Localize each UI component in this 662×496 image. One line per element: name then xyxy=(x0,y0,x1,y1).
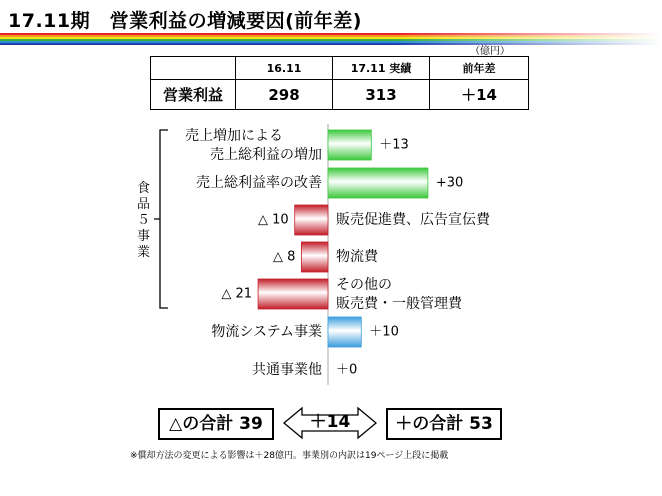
group-bracket xyxy=(154,130,168,308)
group-label-char: 品 xyxy=(137,197,151,212)
bar xyxy=(328,130,371,160)
summary-header-current: 17.11 実績 xyxy=(333,57,430,80)
group-label xyxy=(137,181,150,260)
bar xyxy=(301,242,328,272)
unit-note: （億円） xyxy=(470,46,510,57)
summary-value-prev: 298 xyxy=(236,80,333,110)
value-label: ＋10 xyxy=(369,324,399,340)
value-label: △ 8 xyxy=(272,249,296,265)
value-label: ＋0 xyxy=(336,362,358,378)
value-label: △ 21 xyxy=(221,286,253,302)
summary-row-label: 営業利益 xyxy=(151,80,236,110)
value-label: ＋13 xyxy=(379,137,409,153)
summary-header-diff: 前年差 xyxy=(430,57,529,80)
value-label: △ 10 xyxy=(258,212,289,228)
category-label: 売上増加による xyxy=(185,128,283,144)
group-label-char: 事 xyxy=(137,229,151,244)
category-label: 共通事業他 xyxy=(252,362,322,378)
summary-value-diff: ＋14 xyxy=(430,80,529,110)
category-label: 販売促進費、広告宣伝費 xyxy=(336,212,490,228)
category-label: 物流システム事業 xyxy=(211,324,322,340)
group-label-char: ５ xyxy=(137,213,151,228)
bar xyxy=(295,205,328,235)
group-label-char: 業 xyxy=(137,245,151,260)
value-label: +30 xyxy=(435,175,464,191)
positive-total-box: ＋の合計 53 xyxy=(386,408,502,440)
category-label: その他の xyxy=(336,277,392,293)
bar xyxy=(328,317,361,347)
bar xyxy=(328,168,428,198)
bar xyxy=(258,279,328,309)
page-title: 17.11期 営業利益の増減要因(前年差) xyxy=(8,10,362,32)
negative-total-box: △の合計 39 xyxy=(158,408,274,440)
category-label: 売上総利益率の改善 xyxy=(196,175,322,191)
summary-header-prev: 16.11 xyxy=(236,57,333,80)
category-label: 売上総利益の増加 xyxy=(210,147,322,163)
footnote: ※償却方法の変更による影響は＋28億円。事業別の内訳は19ページ上段に掲載 xyxy=(130,451,449,461)
net-change-label: ＋14 xyxy=(309,412,351,432)
group-label-char: 食 xyxy=(137,181,151,196)
category-label: 販売費・一般管理費 xyxy=(336,296,462,312)
category-label: 物流費 xyxy=(336,249,378,265)
summary-value-current: 313 xyxy=(333,80,430,110)
